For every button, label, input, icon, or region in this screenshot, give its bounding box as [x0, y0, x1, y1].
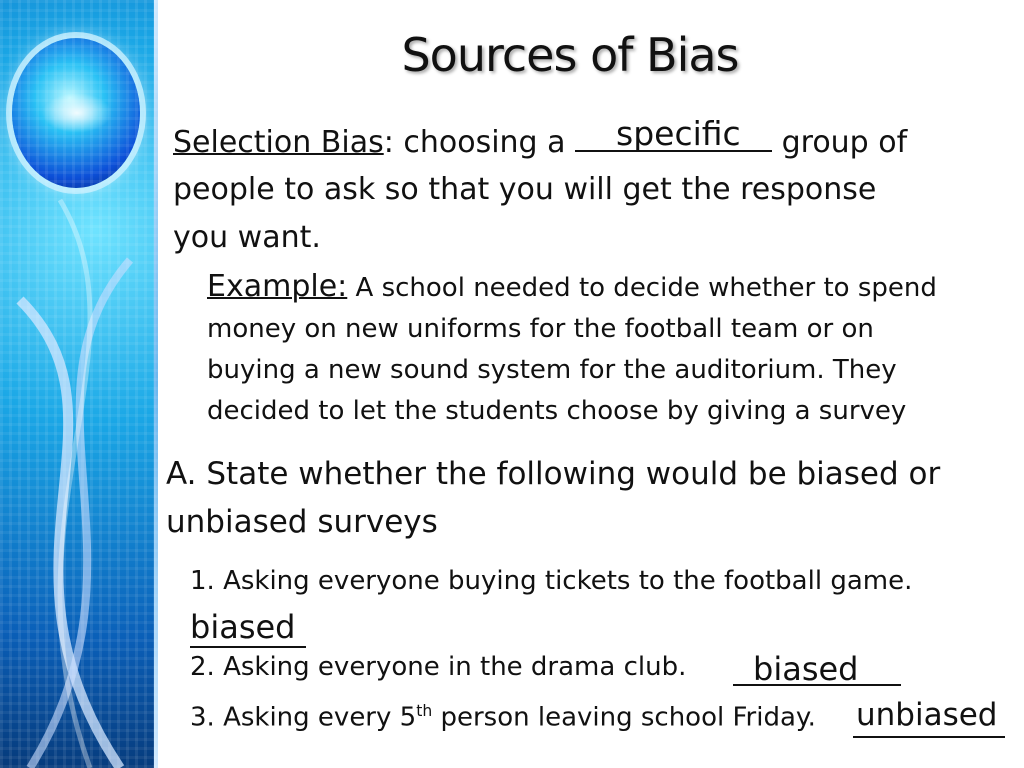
orb-shine [42, 93, 112, 133]
section-a-line-1: A. State whether the following would be biased or [166, 456, 941, 492]
item-3-sup: th [416, 702, 433, 720]
selection-def-part1: : choosing a [383, 125, 576, 160]
item-3-text [190, 702, 816, 733]
example-text-1: A school needed to decide whether to spend [347, 273, 937, 303]
example-label: Example: [207, 269, 348, 304]
orb-logo [12, 38, 140, 188]
selection-term: Selection Bias [173, 125, 384, 160]
swirl-graphic [0, 0, 158, 768]
selection-line-2: people to ask so that you will get the response [173, 172, 877, 207]
item-3-text-post: person leaving school Friday. [432, 702, 816, 733]
item-2-text: 2. Asking everyone in the drama club. [190, 652, 687, 682]
example-line-1 [207, 269, 937, 304]
selection-line-3: you want. [173, 220, 321, 255]
item-3-answer: unbiased [856, 697, 998, 733]
example-line-2: money on new uniforms for the football team or on [207, 314, 874, 344]
example-line-3: buying a new sound system for the auditorium. They [207, 355, 897, 385]
sidebar-edge [154, 0, 158, 768]
page-title: Sources of Bias [401, 28, 739, 82]
section-a-line-2: unbiased surveys [166, 504, 438, 540]
item-3-text-pre: 3. Asking every 5 [190, 702, 417, 733]
selection-line-1 [173, 124, 907, 160]
selection-answer: specific [616, 114, 741, 153]
item-2-answer: biased [753, 650, 859, 688]
decorative-sidebar [0, 0, 158, 768]
item-1-text: 1. Asking everyone buying tickets to the football game. [190, 566, 913, 596]
item-1-answer: biased [190, 608, 306, 648]
example-line-4: decided to let the students choose by giving a survey [207, 396, 907, 426]
selection-def-part2: group of [772, 125, 908, 160]
